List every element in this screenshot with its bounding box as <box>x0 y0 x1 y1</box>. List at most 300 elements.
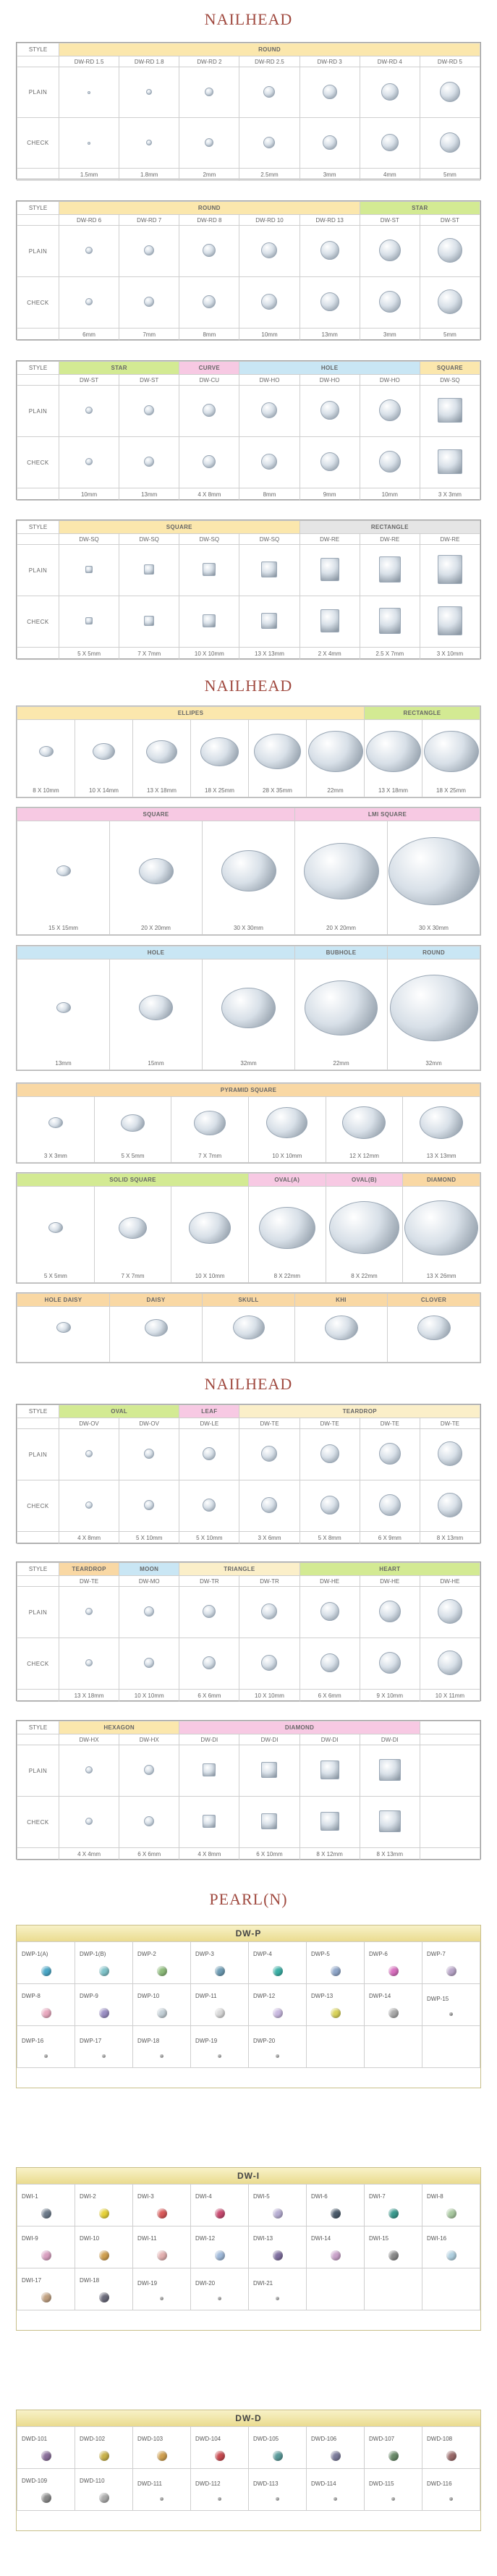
pearl-icon <box>446 2250 456 2261</box>
stone-icon <box>144 1606 154 1617</box>
plain-sample <box>360 1429 420 1480</box>
pearl-icon <box>446 2208 456 2219</box>
pearl-cell <box>191 2427 249 2469</box>
plain-sample <box>239 226 300 277</box>
catalog-sample <box>422 720 480 785</box>
pearl-cell <box>133 2469 191 2511</box>
stone-icon <box>261 294 277 310</box>
size-label: 7mm <box>119 329 179 341</box>
stone-icon <box>379 399 401 421</box>
product-code: DW-LE <box>179 1418 239 1429</box>
plain-sample <box>360 226 420 277</box>
group-header: RECTANGLE <box>300 521 480 534</box>
stone-icon <box>440 82 460 102</box>
product-code: DW-RD 4 <box>360 56 420 67</box>
size-label: 6 X 6mm <box>300 1690 360 1702</box>
pearl-cell <box>249 2268 307 2310</box>
pearl-cell <box>17 2469 75 2511</box>
stone-icon <box>261 1655 277 1671</box>
size-label: 10 X 10mm <box>171 1271 249 1283</box>
check-sample <box>239 1797 300 1848</box>
nailhead-table-1 <box>16 42 481 179</box>
group-header: ROUND <box>59 202 360 215</box>
check-sample <box>119 118 179 169</box>
group-header: STAR <box>59 362 179 375</box>
stone-icon <box>379 1810 401 1832</box>
size-label: 13 X 18mm <box>365 785 422 797</box>
stone-icon <box>379 291 401 313</box>
plain-sample <box>420 1429 480 1480</box>
pearl-code: DWD-108 <box>427 2436 453 2442</box>
pearl-code: DWP-14 <box>369 1993 391 1999</box>
stone-icon <box>379 608 401 634</box>
pearl-cell <box>365 2185 422 2227</box>
plain-sample <box>59 1429 119 1480</box>
pearl-cell <box>75 1942 133 1984</box>
pearl-icon <box>215 2008 225 2018</box>
plain-sample <box>179 226 239 277</box>
pearl-cell <box>75 2185 133 2227</box>
size-label: 7 X 7mm <box>171 1151 249 1163</box>
stone-icon <box>85 566 93 573</box>
catalog-sample <box>17 720 75 785</box>
pearl-cell <box>133 2227 191 2268</box>
pearl-icon <box>41 2208 51 2219</box>
size-label: 4 X 8mm <box>59 1532 119 1544</box>
stone-icon <box>320 1812 339 1831</box>
stone-icon <box>261 1497 277 1513</box>
pearl-cell <box>249 1984 307 2026</box>
stone-icon <box>221 850 276 891</box>
size-label: 20 X 20mm <box>110 923 203 935</box>
pearl-cell <box>249 2227 307 2268</box>
stone-icon <box>438 1599 462 1624</box>
product-code: DW-RE <box>300 534 360 545</box>
plain-row-label: PLAIN <box>17 386 59 437</box>
catalog-sample <box>248 1097 326 1151</box>
stone-icon <box>146 740 177 763</box>
size-label: 13 X 13mm <box>239 648 300 660</box>
stone-icon <box>85 298 93 305</box>
pearl-icon <box>218 2054 221 2058</box>
catalog-sample <box>295 821 388 923</box>
stone-icon <box>88 142 90 145</box>
stone-icon <box>85 1818 93 1825</box>
product-code: DW-TE <box>420 1418 480 1429</box>
pearl-code: DWI-14 <box>311 2235 331 2242</box>
pearl-icon <box>102 2054 106 2058</box>
size-label: 9mm <box>300 488 360 501</box>
pearl-icon <box>41 1966 51 1976</box>
stone-icon <box>139 858 174 884</box>
check-sample <box>300 1638 360 1690</box>
stone-icon <box>139 995 173 1020</box>
pearl-code: DWP-13 <box>311 1993 334 1999</box>
pearl-icon <box>160 2497 163 2501</box>
catalog-sample <box>94 1097 171 1151</box>
pearl-icon <box>218 2497 221 2501</box>
size-label: 9 X 10mm <box>360 1690 420 1702</box>
pearl-cell <box>365 1942 422 1984</box>
plain-sample <box>360 386 420 437</box>
pearl-cell <box>17 2227 75 2268</box>
plain-sample <box>119 1429 179 1480</box>
stone-icon <box>438 289 462 314</box>
group-header: HOLE DAISY <box>17 1294 110 1307</box>
pearl-code: DWD-102 <box>80 2436 106 2442</box>
check-sample <box>119 1638 179 1690</box>
size-label: 3mm <box>360 329 420 341</box>
stone-icon <box>381 83 399 101</box>
pearl-icon <box>276 2297 279 2300</box>
pearl-code: DWI-2 <box>80 2193 96 2200</box>
pearl-panel-dwd <box>16 2410 481 2531</box>
plain-sample <box>179 386 239 437</box>
stone-icon <box>85 407 93 414</box>
pearl-cell <box>17 2026 75 2068</box>
size-label: 2mm <box>179 169 239 181</box>
pearl-code: DWP-12 <box>253 1993 276 1999</box>
catalog-sample <box>203 959 295 1058</box>
check-row-label: CHECK <box>17 437 59 488</box>
group-header: TRIANGLE <box>179 1563 300 1576</box>
check-sample <box>119 1480 179 1532</box>
pearl-icon <box>215 2250 225 2261</box>
pearl-icon <box>273 2208 283 2219</box>
plain-row-label: PLAIN <box>17 545 59 596</box>
size-label: 6 X 6mm <box>179 1690 239 1702</box>
catalog-sample <box>295 959 388 1058</box>
stone-icon <box>203 244 216 257</box>
stone-icon <box>203 1815 216 1828</box>
check-sample <box>300 437 360 488</box>
check-row-label: CHECK <box>17 1480 59 1532</box>
product-code: DW-RD 2 <box>179 56 239 67</box>
pearl-icon <box>388 2250 399 2261</box>
pearl-icon <box>99 2292 109 2302</box>
group-header: DIAMOND <box>403 1174 480 1187</box>
size-label: 13 X 18mm <box>59 1690 119 1702</box>
stone-icon <box>144 297 154 307</box>
pearl-icon <box>391 2497 395 2501</box>
group-header: HEXAGON <box>59 1721 179 1734</box>
pearl-icon <box>388 2008 399 2018</box>
product-code: DW-CU <box>179 375 239 386</box>
pearl-icon <box>44 2054 48 2058</box>
check-row-label: CHECK <box>17 1797 59 1848</box>
size-label: 5 X 8mm <box>300 1532 360 1544</box>
product-code: DW-RD 3 <box>300 56 360 67</box>
stone-icon <box>144 1765 154 1775</box>
size-label: 4 X 8mm <box>179 488 239 501</box>
check-sample <box>239 1480 300 1532</box>
stone-icon <box>56 1002 71 1013</box>
pearl-cell <box>133 1942 191 1984</box>
pearl-cell <box>191 2185 249 2227</box>
pearl-code: DWI-19 <box>137 2279 158 2287</box>
pearl-code: DWP-1(B) <box>80 1951 106 1957</box>
plain-sample <box>360 67 420 118</box>
stone-icon <box>144 616 154 626</box>
size-label: 13mm <box>300 329 360 341</box>
size-label <box>203 1350 295 1363</box>
size-label: 10 X 11mm <box>420 1690 480 1702</box>
plain-sample <box>239 67 300 118</box>
stone-icon <box>203 295 216 308</box>
plain-sample <box>59 1745 119 1797</box>
size-label: 6 X 6mm <box>119 1848 179 1860</box>
group-header: SQUARE <box>17 808 295 821</box>
check-sample <box>119 437 179 488</box>
pearl-code: DWI-1 <box>22 2193 38 2200</box>
heading-nailhead-3: NAILHEAD <box>204 1375 293 1393</box>
size-label: 10 X 10mm <box>119 1690 179 1702</box>
size-label <box>388 1350 480 1363</box>
pearl-cell <box>249 2427 307 2469</box>
size-label: 13mm <box>17 1058 110 1070</box>
pearl-cell <box>422 2469 480 2511</box>
size-label <box>420 1848 480 1860</box>
pearl-code: DWD-106 <box>311 2436 337 2442</box>
size-label: 30 X 30mm <box>203 923 295 935</box>
size-label: 32mm <box>388 1058 480 1070</box>
product-code: DW-SQ <box>119 534 179 545</box>
product-code: DW-TE <box>239 1418 300 1429</box>
pearl-code: DWD-107 <box>369 2436 395 2442</box>
check-sample <box>239 277 300 329</box>
catalog-sample <box>203 1307 295 1350</box>
stone-icon <box>203 1763 216 1776</box>
size-label: 4mm <box>360 169 420 181</box>
stone-icon <box>263 137 275 148</box>
size-label: 10 X 10mm <box>239 1690 300 1702</box>
plain-sample <box>420 226 480 277</box>
product-code: DW-ST <box>59 375 119 386</box>
pearl-code: DWP-11 <box>195 1993 217 1999</box>
check-sample <box>119 1797 179 1848</box>
group-header: ELLIPES <box>17 707 365 720</box>
pearl-code: DWP-18 <box>137 2037 160 2044</box>
check-sample <box>360 277 420 329</box>
catalog-sample <box>94 1187 171 1271</box>
stone-icon <box>388 837 480 906</box>
stone-icon <box>323 135 337 150</box>
pearl-icon <box>388 2208 399 2219</box>
stone-icon <box>203 1499 216 1512</box>
size-label: 7 X 7mm <box>94 1271 171 1283</box>
pearl-cell <box>249 1942 307 1984</box>
plain-row-label: PLAIN <box>17 1745 59 1797</box>
plain-sample <box>300 1745 360 1797</box>
check-sample <box>420 1480 480 1532</box>
pearl-code: DWD-112 <box>195 2480 221 2487</box>
plain-sample <box>119 545 179 596</box>
stone-icon <box>438 1651 462 1675</box>
pearl-code: DWD-103 <box>137 2436 163 2442</box>
group-header: CURVE <box>179 362 239 375</box>
pearl-cell <box>307 2185 365 2227</box>
catalog-sample <box>133 720 191 785</box>
pearl-icon <box>449 2012 453 2016</box>
product-code: DW-RD 5 <box>420 56 480 67</box>
plain-sample <box>119 1587 179 1638</box>
pearl-cell <box>365 2469 422 2511</box>
pearl-icon <box>215 1966 225 1976</box>
product-code: DW-TE <box>360 1418 420 1429</box>
stone-icon <box>261 1762 277 1778</box>
pearl-code: DWD-105 <box>253 2436 279 2442</box>
stone-icon <box>144 1658 154 1668</box>
pearl-code: DWP-7 <box>427 1951 446 1957</box>
size-label: 6mm <box>59 329 119 341</box>
pearl-cell <box>191 1942 249 1984</box>
stone-icon <box>320 609 339 632</box>
pearl-cell <box>17 1942 75 1984</box>
pearl-code: DWI-17 <box>22 2277 42 2284</box>
stone-icon <box>48 1222 63 1233</box>
pearl-cell <box>422 2427 480 2469</box>
stone-icon <box>121 1114 144 1132</box>
stone-icon <box>424 731 479 772</box>
group-header <box>420 1721 480 1734</box>
pearl-icon <box>99 2250 109 2261</box>
catalog-sample <box>403 1097 480 1151</box>
catalog-hole <box>16 945 481 1071</box>
plain-sample <box>179 67 239 118</box>
pearl-icon <box>276 2497 279 2501</box>
plain-sample <box>300 1429 360 1480</box>
stone-icon <box>203 1447 216 1460</box>
pearl-code: DWI-5 <box>253 2193 270 2200</box>
style-header: STYLE <box>17 1563 59 1576</box>
group-header: SQUARE <box>420 362 480 375</box>
stone-icon <box>320 401 339 420</box>
plain-sample <box>420 1745 480 1797</box>
stone-icon <box>39 746 54 757</box>
product-code: DW-DI <box>300 1734 360 1745</box>
pearl-code: DWP-6 <box>369 1951 388 1957</box>
check-sample <box>360 437 420 488</box>
plain-sample <box>59 226 119 277</box>
pearl-code: DWP-8 <box>22 1993 41 1999</box>
catalog-square <box>16 807 481 936</box>
pearl-code: DWI-12 <box>195 2235 216 2242</box>
pearl-code: DWP-9 <box>80 1993 98 1999</box>
pearl-icon <box>331 2008 341 2018</box>
plain-row-label: PLAIN <box>17 67 59 118</box>
product-code: DW-ST <box>420 215 480 226</box>
product-code: DW-HE <box>300 1576 360 1587</box>
size-label: 8mm <box>239 488 300 501</box>
check-sample <box>179 437 239 488</box>
stone-icon <box>261 562 277 577</box>
plain-sample <box>420 386 480 437</box>
product-code: DW-RD 2.5 <box>239 56 300 67</box>
catalog-sample <box>388 821 480 923</box>
size-label: 30 X 30mm <box>388 923 480 935</box>
pearl-code: DWP-5 <box>311 1951 330 1957</box>
size-label: 8 X 10mm <box>17 785 75 797</box>
product-code: DW-TE <box>59 1576 119 1587</box>
pearl-code: DWI-13 <box>253 2235 273 2242</box>
check-sample <box>59 1480 119 1532</box>
pearl-icon <box>41 2250 51 2261</box>
pearl-code: DWD-113 <box>253 2480 279 2487</box>
stone-icon <box>320 558 339 581</box>
stone-icon <box>379 1443 401 1465</box>
stone-icon <box>200 737 239 766</box>
size-label: 8 X 13mm <box>420 1532 480 1544</box>
pearl-code: DWI-3 <box>137 2193 154 2200</box>
stone-icon <box>145 1319 168 1336</box>
check-sample <box>179 1638 239 1690</box>
group-header: SKULL <box>203 1294 295 1307</box>
stone-icon <box>205 88 213 96</box>
group-header: DAISY <box>110 1294 203 1307</box>
plain-sample <box>239 386 300 437</box>
product-code: DW-RD 8 <box>179 215 239 226</box>
stone-icon <box>85 1766 93 1774</box>
size-label: 10 X 14mm <box>75 785 133 797</box>
pearl-icon <box>331 2208 341 2219</box>
catalog-sample <box>17 821 110 923</box>
size-label: 2.5 X 7mm <box>360 648 420 660</box>
group-header: PYRAMID SQUARE <box>17 1084 480 1097</box>
pearl-cell <box>17 2268 75 2310</box>
catalog-sample <box>295 1307 388 1350</box>
stone-icon <box>194 1111 226 1135</box>
catalog-daisy <box>16 1292 481 1363</box>
pearl-icon <box>99 2451 109 2461</box>
stone-icon <box>48 1117 63 1128</box>
check-sample <box>300 1480 360 1532</box>
plain-sample <box>119 386 179 437</box>
plain-sample <box>179 1745 239 1797</box>
pearl-cell <box>249 2469 307 2511</box>
stone-icon <box>320 1761 339 1779</box>
stone-icon <box>325 1315 358 1341</box>
pearl-series-title: DW-D <box>17 2410 480 2426</box>
stone-icon <box>146 140 152 145</box>
check-sample <box>420 1797 480 1848</box>
style-header: STYLE <box>17 1721 59 1734</box>
stone-icon <box>221 988 275 1028</box>
pearl-code: DWI-8 <box>427 2193 443 2200</box>
catalog-sample <box>171 1097 249 1151</box>
nailhead-table-2 <box>16 200 481 340</box>
stone-icon <box>390 975 478 1041</box>
stone-icon <box>203 455 216 468</box>
catalog-sample <box>249 720 307 785</box>
check-sample <box>420 277 480 329</box>
product-code: DW-HE <box>360 1576 420 1587</box>
product-code: DW-SQ <box>59 534 119 545</box>
pearl-icon <box>273 2008 283 2018</box>
nailhead-table-6 <box>16 1562 481 1701</box>
size-label: 15mm <box>110 1058 203 1070</box>
check-sample <box>59 437 119 488</box>
group-header: LEAF <box>179 1405 239 1418</box>
pearl-icon <box>331 2451 341 2461</box>
size-label <box>110 1350 203 1363</box>
stone-icon <box>320 292 339 311</box>
pearl-cell <box>75 2427 133 2469</box>
stone-icon <box>323 85 337 99</box>
stone-icon <box>88 91 90 94</box>
pearl-code: DWP-2 <box>137 1951 156 1957</box>
pearl-icon <box>41 2292 51 2302</box>
size-label: 6 X 9mm <box>360 1532 420 1544</box>
